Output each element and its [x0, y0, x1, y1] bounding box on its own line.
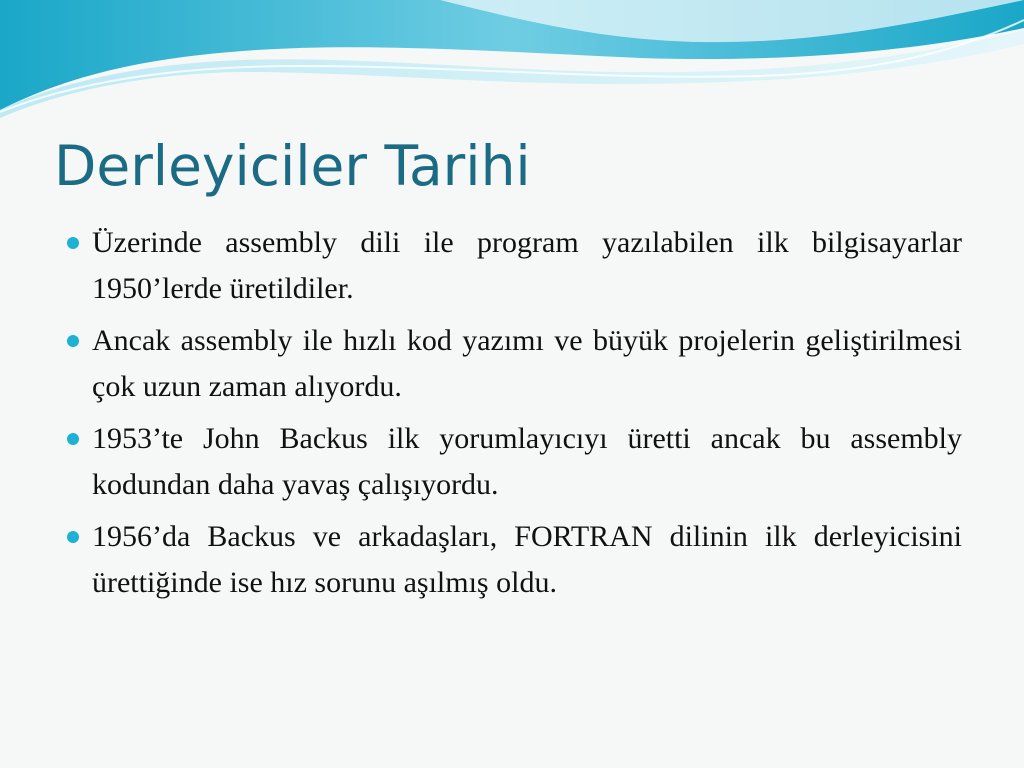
bullet-text: 1956’da Backus ve arkadaşları, FORTRAN dilinin ilk derleyicisini ürettiğinde ise hız sorunu aşılmış oldu.: [92, 520, 962, 599]
bullet-dot-icon: [67, 531, 79, 543]
header-wave-decoration: [0, 0, 1024, 130]
bullet-dot-icon: [67, 237, 79, 249]
bullet-text: 1953’te John Backus ilk yorumlayıcıyı üretti ancak bu assembly kodundan daha yavaş çalışıyordu.: [92, 422, 962, 501]
slide-title: Derleyiciler Tarihi: [54, 134, 531, 198]
bullet-text: Üzerinde assembly dili ile program yazılabilen ilk bilgisayarlar 1950’lerde üretildiler.: [92, 226, 962, 305]
list-item: [64, 220, 962, 312]
bullet-text: Ancak assembly ile hızlı kod yazımı ve büyük projelerin geliştirilmesi çok uzun zaman alıyordu.: [92, 324, 962, 403]
bullet-dot-icon: [67, 433, 79, 445]
bullet-list: [64, 220, 962, 612]
bullet-dot-icon: [67, 335, 79, 347]
list-item: [64, 416, 962, 508]
list-item: [64, 514, 962, 606]
list-item: [64, 318, 962, 410]
